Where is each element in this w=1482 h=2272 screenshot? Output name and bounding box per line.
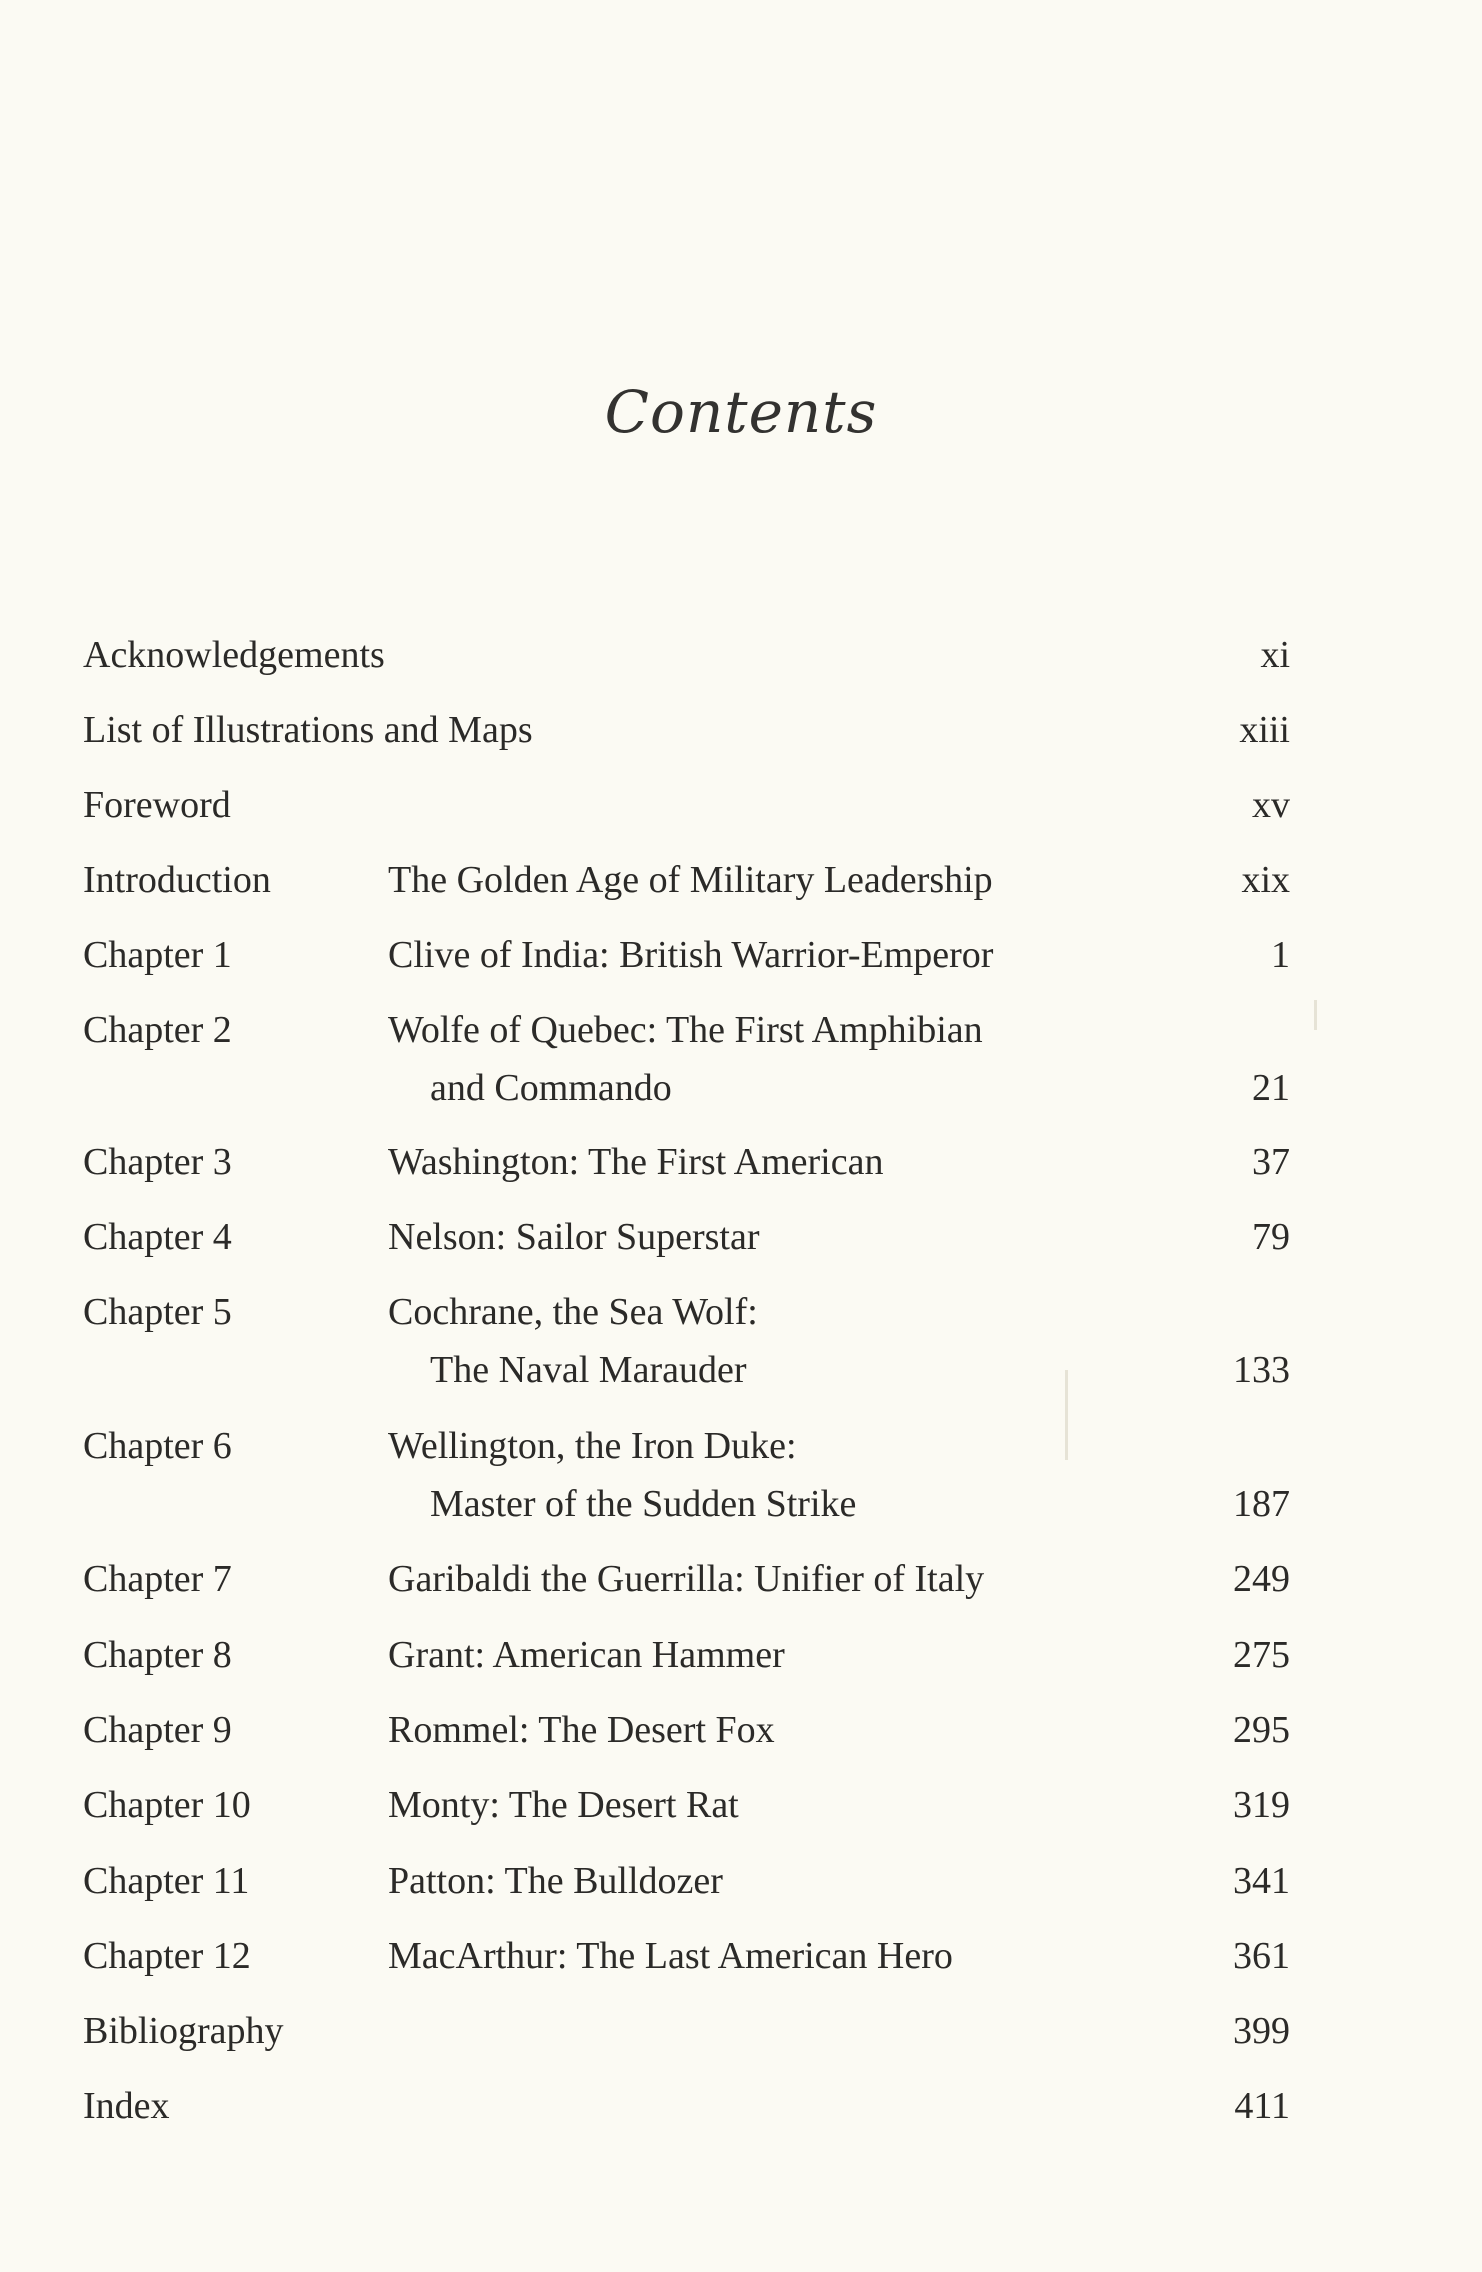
toc-label: Chapter 4 — [83, 1216, 232, 1258]
toc-entry-title: MacArthur: The Last American Hero — [388, 1935, 953, 1977]
toc-label: Foreword — [83, 784, 231, 826]
toc-row — [0, 1283, 1482, 1399]
toc-row — [0, 1927, 1482, 1985]
toc-entry — [388, 851, 993, 909]
toc-label: Chapter 8 — [83, 1634, 232, 1676]
toc-row — [0, 1776, 1482, 1834]
toc-row — [0, 1001, 1482, 1117]
toc-entry-title: Wellington, the Iron Duke: — [388, 1425, 797, 1467]
toc-entry — [388, 1626, 785, 1684]
toc-page-number: 1 — [1271, 934, 1290, 976]
toc-entry — [388, 1852, 723, 1910]
toc-label: Chapter 9 — [83, 1709, 232, 1751]
toc-row — [0, 1417, 1482, 1533]
toc-label: Chapter 10 — [83, 1784, 251, 1826]
toc-page-number: 37 — [1252, 1141, 1290, 1183]
toc-page-number: 79 — [1252, 1216, 1290, 1258]
toc-page-number: 319 — [1233, 1784, 1290, 1826]
toc-label: Index — [83, 2085, 170, 2127]
toc-row — [0, 1626, 1482, 1684]
toc-entry — [388, 1927, 953, 1985]
toc-entry-title: Cochrane, the Sea Wolf: — [388, 1291, 758, 1333]
toc-page-number: xiii — [1239, 709, 1290, 751]
toc-entry-title: Wolfe of Quebec: The First Amphibian — [388, 1009, 983, 1051]
toc-row — [0, 701, 1482, 759]
toc-entry — [388, 1701, 775, 1759]
toc-page-number: 187 — [1233, 1483, 1290, 1525]
toc-entry — [388, 1417, 856, 1533]
toc-entry — [388, 1001, 983, 1117]
toc-page-number: 295 — [1233, 1709, 1290, 1751]
toc-row — [0, 776, 1482, 834]
toc-entry-title: Washington: The First American — [388, 1141, 884, 1183]
toc-row — [0, 1701, 1482, 1759]
toc-page-number: 361 — [1233, 1935, 1290, 1977]
toc-entry — [388, 926, 993, 984]
toc-entry-title: Clive of India: British Warrior-Emperor — [388, 934, 994, 976]
toc-page-number: 249 — [1233, 1558, 1290, 1600]
toc-entry — [388, 1283, 758, 1399]
toc-entry-title: Patton: The Bulldozer — [388, 1860, 723, 1902]
toc-page-number: xv — [1252, 784, 1290, 826]
toc-row — [0, 926, 1482, 984]
toc-label: Bibliography — [83, 2010, 284, 2052]
toc-label: Chapter 11 — [83, 1860, 250, 1902]
toc-entry — [388, 1550, 984, 1608]
toc-row — [0, 851, 1482, 909]
toc-label: Introduction — [83, 859, 271, 901]
toc-page-number: 411 — [1234, 2085, 1290, 2127]
toc-page-number: 275 — [1233, 1634, 1290, 1676]
toc-label: Acknowledgements — [83, 634, 385, 676]
toc-row — [0, 1133, 1482, 1191]
toc-label: Chapter 12 — [83, 1935, 251, 1977]
toc-label: Chapter 2 — [83, 1009, 232, 1051]
toc-entry — [388, 1208, 760, 1266]
toc-label: List of Illustrations and Maps — [83, 709, 533, 751]
toc-label: Chapter 6 — [83, 1425, 232, 1467]
toc-label: Chapter 3 — [83, 1141, 232, 1183]
toc-label: Chapter 7 — [83, 1558, 232, 1600]
toc-row — [0, 626, 1482, 684]
toc-page-number: xi — [1260, 634, 1290, 676]
toc-row — [0, 1852, 1482, 1910]
toc-entry-title: Garibaldi the Guerrilla: Unifier of Italy — [388, 1558, 985, 1600]
toc-entry-title: Nelson: Sailor Superstar — [388, 1216, 760, 1258]
toc-entry — [388, 1776, 739, 1834]
toc-row — [0, 1208, 1482, 1266]
toc-entry-title: The Golden Age of Military Leadership — [388, 859, 993, 901]
toc-page-number: xix — [1241, 859, 1290, 901]
toc-page-number: 133 — [1233, 1349, 1290, 1391]
page-title: Contents — [604, 378, 878, 446]
toc-entry-title-continued: and Commando — [430, 1067, 672, 1109]
toc-label: Chapter 1 — [83, 934, 232, 976]
toc-row — [0, 2002, 1482, 2060]
toc-label: Chapter 5 — [83, 1291, 232, 1333]
toc-page-number: 21 — [1252, 1067, 1290, 1109]
toc-entry-title-continued: The Naval Marauder — [430, 1349, 747, 1391]
toc-entry-title: Grant: American Hammer — [388, 1634, 785, 1676]
toc-entry-title: Monty: The Desert Rat — [388, 1784, 739, 1826]
toc-page-number: 341 — [1233, 1860, 1290, 1902]
toc-page-number: 399 — [1233, 2010, 1290, 2052]
toc-row — [0, 2077, 1482, 2135]
toc-entry-title: Rommel: The Desert Fox — [388, 1709, 775, 1751]
toc-row — [0, 1550, 1482, 1608]
toc-entry — [388, 1133, 883, 1191]
toc-entry-title-continued: Master of the Sudden Strike — [430, 1483, 857, 1525]
